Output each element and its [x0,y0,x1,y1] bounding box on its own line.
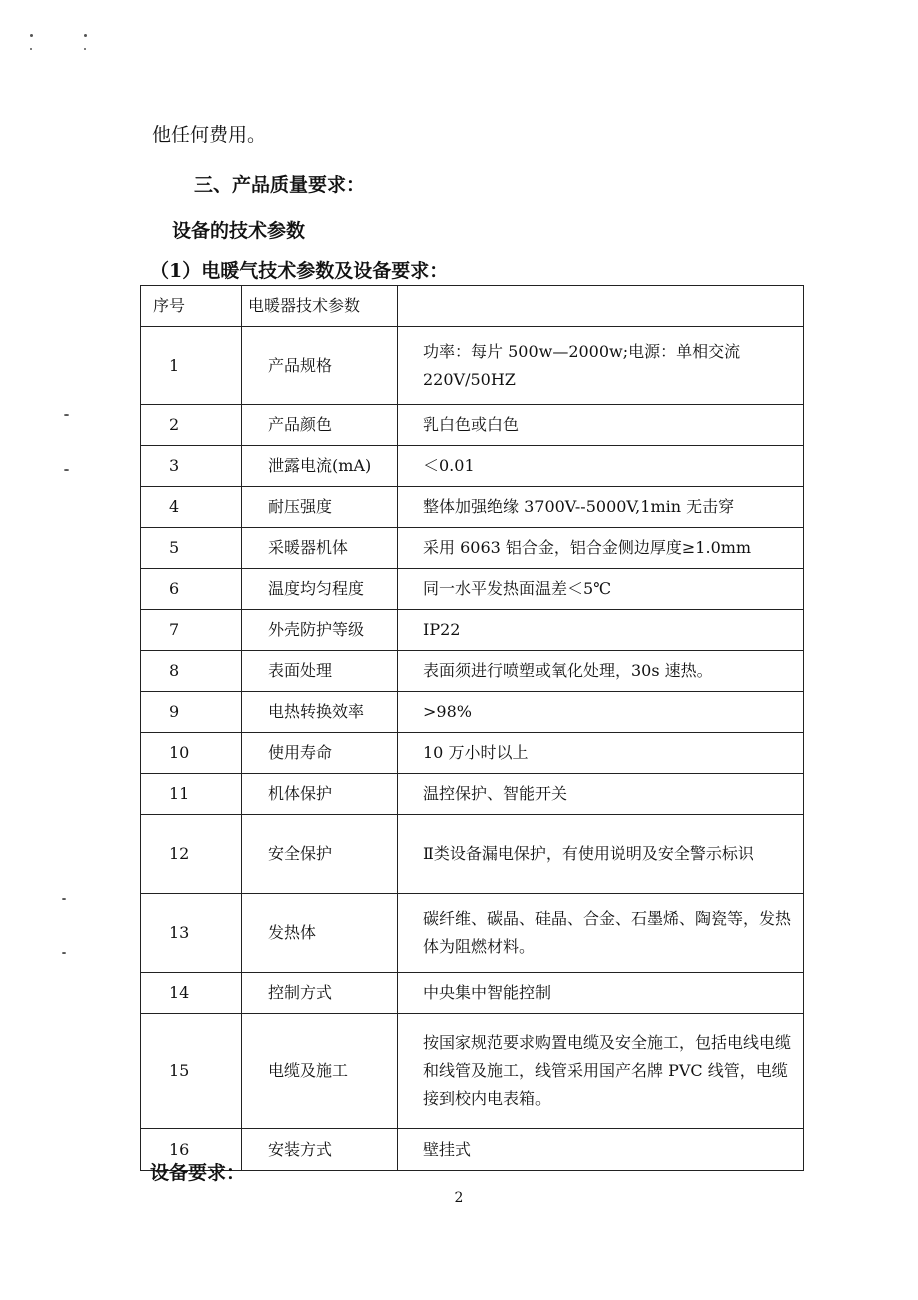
footer-heading: 设备要求： [150,1162,246,1184]
param-name: 机体保护 [242,774,398,815]
row-number: 6 [141,569,242,610]
table-row [141,1014,804,1129]
header-cell: 电暖器技术参数 [242,286,398,327]
param-name: 采暖器机体 [242,528,398,569]
param-value: 表面须进行喷塑或氧化处理，30s 速热。 [398,651,804,692]
section-heading: 三、产品质量要求： [194,174,366,196]
param-value: 采用 6063 铝合金，铝合金侧边厚度≥1.0mm [398,528,804,569]
param-name: 外壳防护等级 [242,610,398,651]
row-number: 3 [141,446,242,487]
scan-speck [84,34,87,37]
subheading: 设备的技术参数 [172,220,306,242]
table-header-row [141,286,804,327]
param-name: 电热转换效率 [242,692,398,733]
table-row [141,610,804,651]
param-name: 耐压强度 [242,487,398,528]
row-number: 2 [141,405,242,446]
table-row [141,973,804,1014]
param-name: 发热体 [242,894,398,973]
row-number: 5 [141,528,242,569]
table-row [141,733,804,774]
scan-speck [62,898,66,900]
row-number: 16 [141,1129,242,1171]
scan-speck [64,469,69,471]
table-row [141,774,804,815]
header-cell: 序号 [141,286,242,327]
table-row [141,894,804,973]
row-number: 1 [141,327,242,405]
param-value: 10 万小时以上 [398,733,804,774]
table-row [141,327,804,405]
page-number: 2 [454,1190,464,1206]
row-number: 14 [141,973,242,1014]
param-value: 乳白色或白色 [398,405,804,446]
param-name: 泄露电流(mA) [242,446,398,487]
table-row [141,487,804,528]
param-value: IP22 [398,610,804,651]
param-value: 功率：每片 500w—2000w;电源：单相交流 220V/50HZ [398,327,804,405]
param-value: Ⅱ类设备漏电保护，有使用说明及安全警示标识 [398,815,804,894]
row-number: 7 [141,610,242,651]
table-row [141,651,804,692]
table-caption: （1）电暖气技术参数及设备要求： [150,260,449,282]
row-number: 13 [141,894,242,973]
table-row [141,528,804,569]
param-name: 电缆及施工 [242,1014,398,1129]
param-name: 产品规格 [242,327,398,405]
param-value: >98% [398,692,804,733]
row-number: 9 [141,692,242,733]
param-value: ＜0.01 [398,446,804,487]
table-row [141,815,804,894]
row-number: 11 [141,774,242,815]
param-value: 按国家规范要求购置电缆及安全施工，包括电线电缆和线管及施工，线管采用国产名牌 PVC 线管，电缆接到校内电表箱。 [398,1014,804,1129]
param-value: 壁挂式 [398,1129,804,1171]
param-name: 产品颜色 [242,405,398,446]
table-row [141,692,804,733]
param-value: 同一水平发热面温差＜5℃ [398,569,804,610]
param-value: 碳纤维、碳晶、硅晶、合金、石墨烯、陶瓷等，发热体为阻燃材料。 [398,894,804,973]
table-row [141,569,804,610]
row-number: 12 [141,815,242,894]
param-name: 安全保护 [242,815,398,894]
param-value: 温控保护、智能开关 [398,774,804,815]
param-name: 安装方式 [242,1129,398,1171]
spec-table [140,285,804,1171]
scan-speck [30,34,33,37]
row-number: 8 [141,651,242,692]
param-name: 控制方式 [242,973,398,1014]
row-number: 4 [141,487,242,528]
table-row [141,405,804,446]
scan-speck [62,952,66,954]
header-cell [398,286,804,327]
scan-speck [84,48,86,50]
scan-speck [64,414,69,416]
param-value: 整体加强绝缘 3700V--5000V,1min 无击穿 [398,487,804,528]
row-number: 15 [141,1014,242,1129]
param-value: 中央集中智能控制 [398,973,804,1014]
continuation-text: 他任何费用。 [152,124,267,146]
param-name: 表面处理 [242,651,398,692]
row-number: 10 [141,733,242,774]
param-name: 使用寿命 [242,733,398,774]
table-row [141,446,804,487]
scan-speck [30,48,32,50]
param-name: 温度均匀程度 [242,569,398,610]
